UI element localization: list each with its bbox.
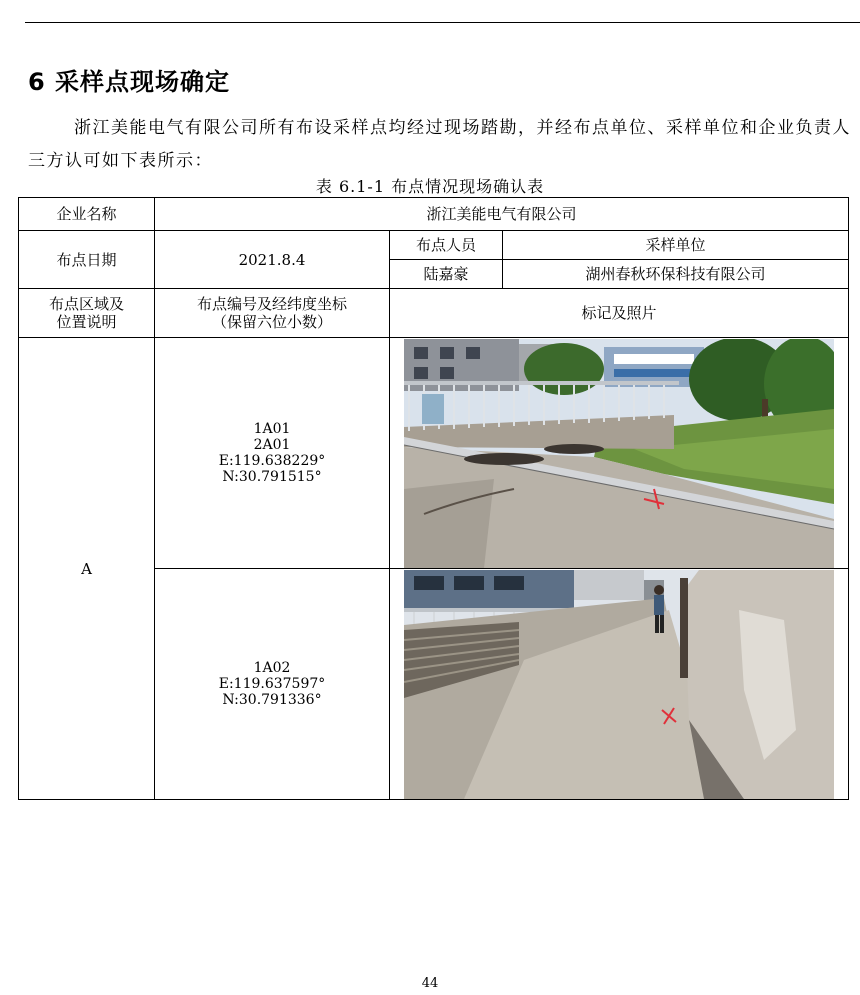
section-title: 6 采样点现场确定 <box>28 68 231 96</box>
area-header-line: 位置说明 <box>56 313 117 331</box>
date-value: 2021.8.4 <box>155 231 390 289</box>
area-value: A <box>19 338 155 800</box>
coords-header <box>155 289 390 338</box>
point-coords-1 <box>155 338 390 569</box>
page-number: 44 <box>421 976 439 991</box>
point-longitude: E:119.638229° <box>218 453 326 469</box>
photo-cell-1 <box>390 338 849 569</box>
point-longitude: E:119.637597° <box>218 676 326 692</box>
staff-value: 陆嘉豪 <box>390 260 503 289</box>
photo-header: 标记及照片 <box>390 289 849 338</box>
point-id: 1A02 <box>253 660 291 676</box>
area-header <box>19 289 155 338</box>
date-label: 布点日期 <box>19 231 155 289</box>
photo-cell-2 <box>390 569 849 800</box>
table-row <box>19 289 849 338</box>
table-row <box>19 231 849 260</box>
point-coords-2 <box>155 569 390 800</box>
point-latitude: N:30.791336° <box>222 692 322 708</box>
table-row <box>19 198 849 231</box>
point-id: 1A01 <box>253 421 291 437</box>
area-header-line: 布点区域及 <box>48 295 124 313</box>
staff-label: 布点人员 <box>390 231 503 260</box>
coords-header-line: 布点编号及经纬度坐标 <box>196 295 347 313</box>
site-photo-railing-lawn <box>404 339 834 568</box>
point-id: 2A01 <box>253 437 291 453</box>
unit-value: 湖州春秋环保科技有限公司 <box>503 260 849 289</box>
header-rule <box>25 22 860 23</box>
company-label: 企业名称 <box>19 198 155 231</box>
company-value: 浙江美能电气有限公司 <box>155 198 849 231</box>
coords-header-line: （保留六位小数） <box>211 313 332 331</box>
site-photo-alley-wall <box>404 570 834 799</box>
point-latitude: N:30.791515° <box>222 469 322 485</box>
unit-label: 采样单位 <box>503 231 849 260</box>
table-caption: 表 6.1-1 布点情况现场确认表 <box>315 177 545 196</box>
intro-paragraph: 浙江美能电气有限公司所有布设采样点均经过现场踏勘，并经布点单位、采样单位和企业负责人三方认可如下表所示： <box>28 118 851 171</box>
site-confirmation-table <box>18 197 849 800</box>
table-row <box>19 338 849 569</box>
